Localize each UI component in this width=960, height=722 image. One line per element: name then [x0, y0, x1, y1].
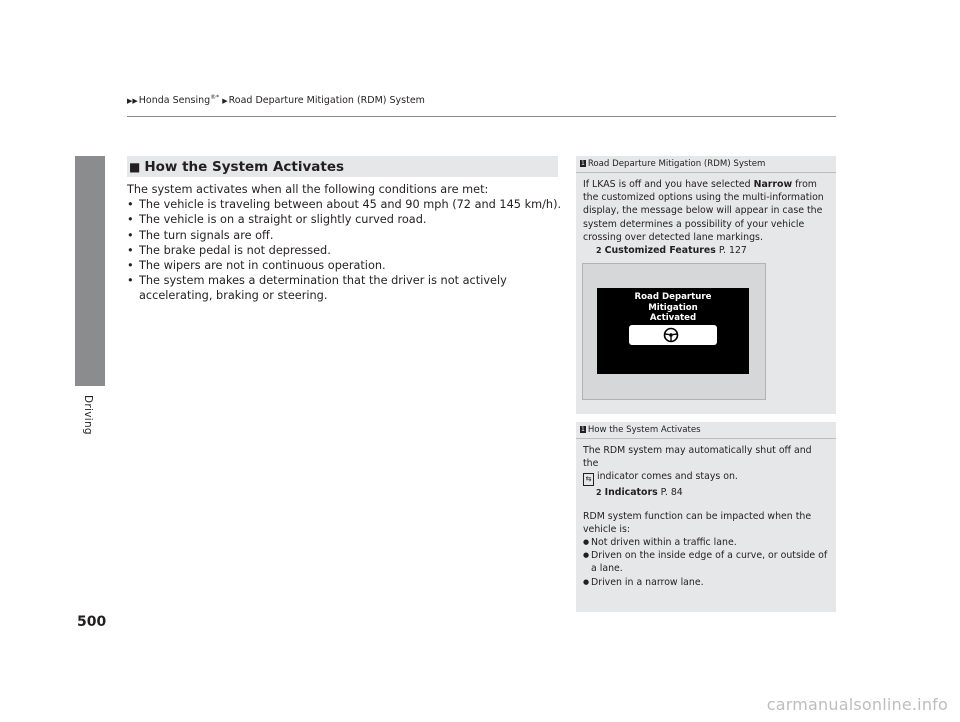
- note-title: Road Departure Mitigation (RDM) System: [587, 159, 766, 169]
- list-item: • The vehicle is traveling between about 45 and 90 mph (72 and 145 km/h).: [127, 197, 567, 212]
- note-number: 1: [581, 426, 585, 433]
- section-title-bar: [127, 156, 558, 177]
- conditions-list: [127, 197, 567, 303]
- reference-label: Customized Features: [604, 245, 716, 257]
- reference-label: Indicators: [604, 487, 658, 499]
- note-text: The RDM system may automatically shut off and the: [583, 445, 812, 470]
- section-title: How the System Activates: [144, 158, 345, 175]
- note-title: How the System Activates: [587, 425, 701, 435]
- reference-arrow-icon: 2: [596, 246, 602, 256]
- main-text: [127, 182, 567, 304]
- list-item: • The brake pedal is not depressed.: [127, 243, 567, 258]
- impacts-list: [583, 536, 828, 589]
- section-intro: The system activates when all the following conditions are met:: [127, 183, 489, 196]
- note-text: If LKAS is off and you have selected: [583, 179, 754, 190]
- list-item: • The system makes a determination that the driver is not actively accelerating, braking or steering.: [127, 273, 567, 303]
- breadcrumb-arrow-icon: ▶▶: [127, 97, 138, 106]
- note-header: [576, 422, 836, 439]
- steering-wheel-icon: [663, 327, 679, 343]
- list-item: • The turn signals are off.: [127, 228, 567, 243]
- reference-page: P. 127: [718, 245, 747, 257]
- breadcrumb-part1: Honda Sensing: [138, 95, 211, 107]
- list-item: ● Driven in a narrow lane.: [583, 576, 828, 589]
- display-message-line: Mitigation: [648, 302, 698, 313]
- display-message: [597, 292, 749, 324]
- breadcrumb-arrow-icon: ▶: [222, 97, 228, 106]
- note-text: from the customized options using the multi-information display, the message below will appear in case the system determines a possibility of your vehicle crossing over detected lane markings.: [583, 179, 824, 243]
- breadcrumb-part2: Road Departure Mitigation (RDM) System: [228, 95, 425, 107]
- note-text: indicator comes and stays on.: [597, 471, 738, 483]
- note-paragraph: [583, 444, 828, 486]
- list-item: • The wipers are not in continuous operation.: [127, 258, 567, 273]
- note-bold-text: Narrow: [753, 179, 793, 190]
- chapter-label: Driving: [82, 395, 94, 435]
- header-divider: [127, 116, 836, 117]
- display-message-line: Activated: [649, 313, 697, 323]
- breadcrumb-sup: ®*: [210, 94, 220, 101]
- page-number: 500: [77, 614, 107, 630]
- reference-arrow-icon: 2: [596, 488, 602, 498]
- note-header: [576, 156, 836, 173]
- rdm-indicator-icon: ⇆: [583, 473, 594, 486]
- display-message-line: Road Departure: [634, 292, 712, 302]
- note-number: 1: [581, 160, 585, 167]
- reference-page: P. 84: [660, 487, 683, 499]
- note-body: [576, 439, 836, 589]
- list-item: ● Driven on the inside edge of a curve, or outside of a lane.: [583, 549, 828, 575]
- watermark: carmanualsonline.info: [766, 695, 948, 714]
- list-item: ● Not driven within a traffic lane.: [583, 536, 828, 549]
- note-paragraph: [583, 178, 828, 244]
- cross-reference-indicators[interactable]: [583, 486, 828, 499]
- square-bullet-icon: ■: [129, 159, 141, 174]
- note-paragraph: RDM system function can be impacted when the vehicle is:: [583, 510, 812, 535]
- cross-reference-customized-features[interactable]: [583, 244, 828, 257]
- breadcrumb: [127, 94, 425, 106]
- list-item: • The vehicle is on a straight or slightly curved road.: [127, 212, 567, 227]
- note-body: [576, 173, 836, 257]
- chapter-tab: [75, 156, 105, 386]
- note-how-system-activates: [576, 422, 836, 612]
